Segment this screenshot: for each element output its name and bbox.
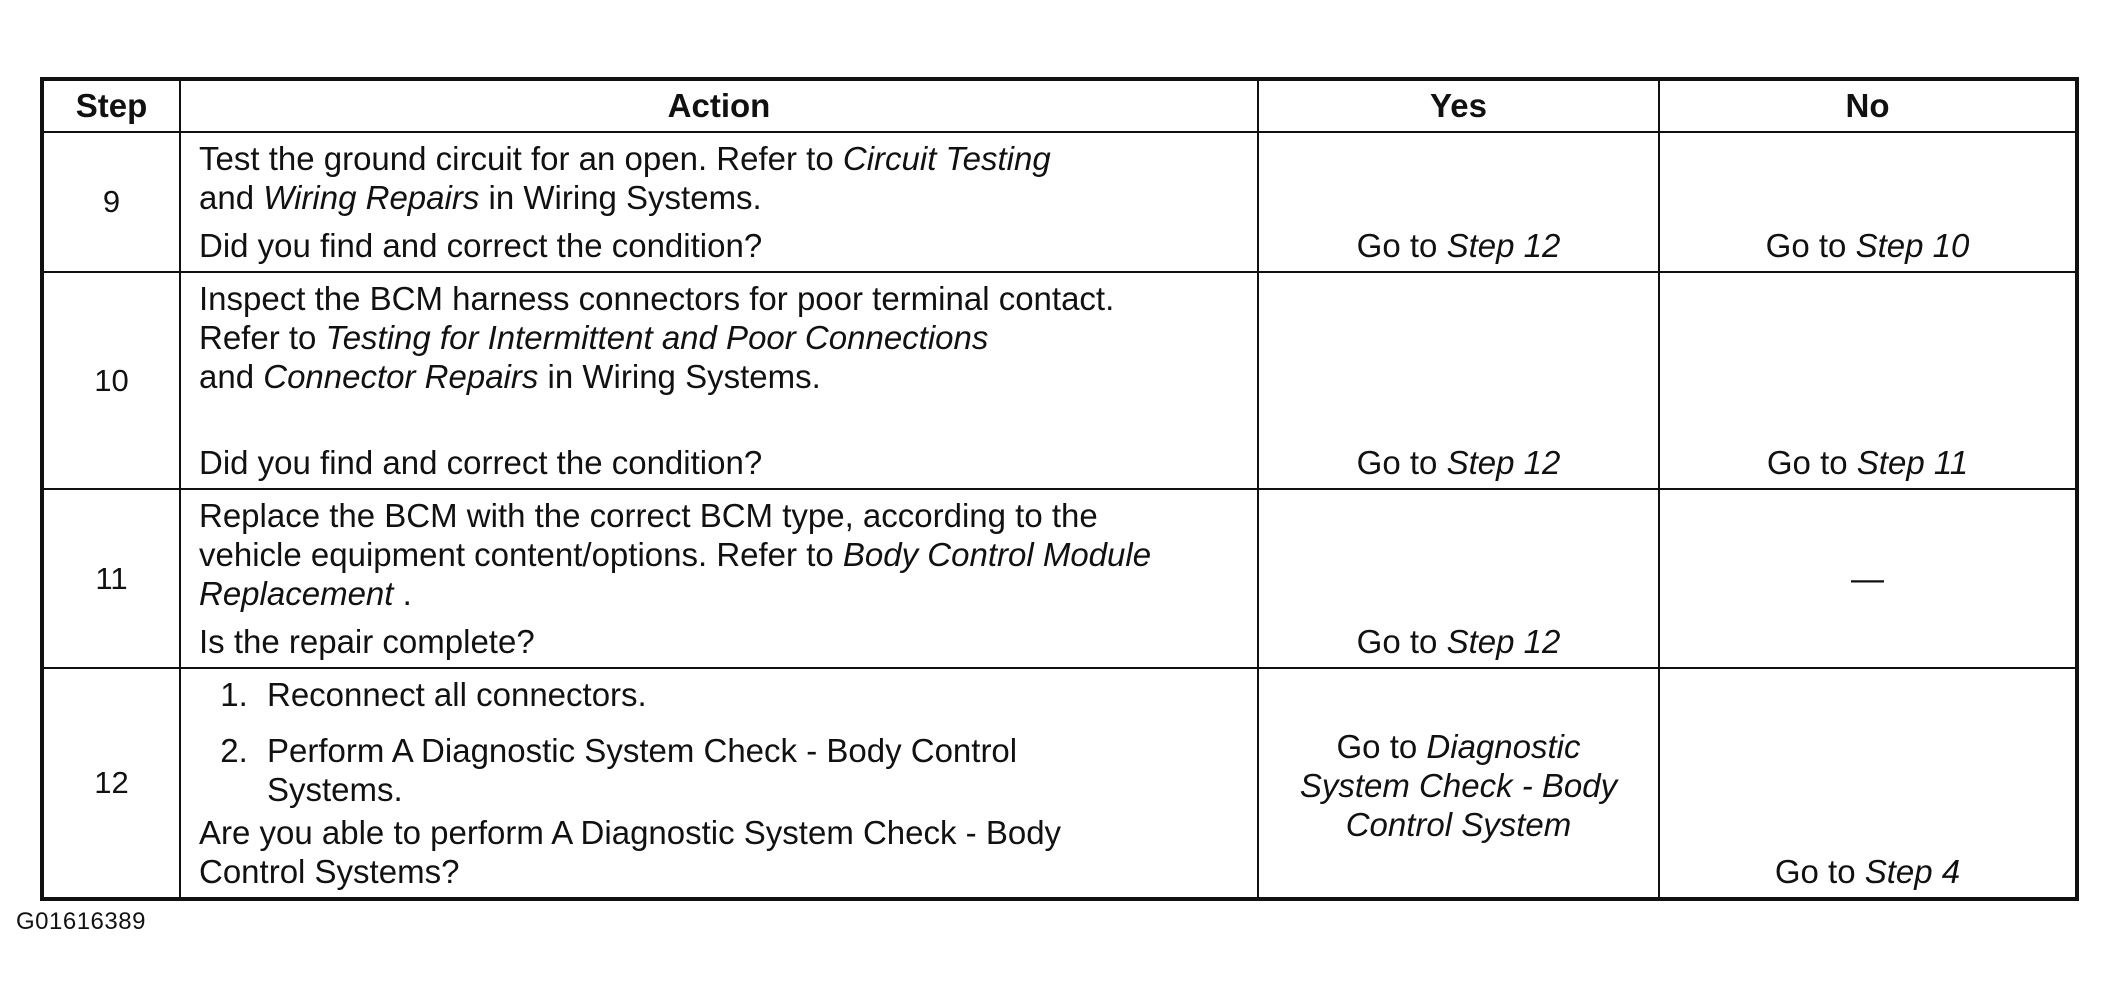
step-link[interactable]: Step 12 (1446, 227, 1561, 264)
action-cell (180, 132, 1258, 272)
step-link[interactable]: Step 12 (1446, 623, 1561, 660)
step-number: 9 (42, 132, 180, 272)
step-link[interactable]: Step 11 (1856, 444, 1969, 481)
list-item: 1. Reconnect all connectors. (257, 675, 1249, 714)
no-result: Go to Step 4 (1659, 668, 2077, 899)
step-number: 12 (42, 668, 180, 899)
yes-result: Go to Step 12 (1258, 489, 1659, 668)
reference-link[interactable]: Circuit Testing (842, 140, 1051, 177)
column-header-step: Step (42, 79, 180, 132)
reference-link[interactable]: Body Control Module (842, 536, 1152, 573)
action-question: Is the repair complete? (199, 623, 535, 660)
reference-link[interactable]: Wiring Repairs (263, 179, 480, 216)
action-text: Replacement . (199, 575, 412, 612)
table-row-step-10 (42, 272, 2077, 489)
list-item: 2. Perform A Diagnostic System Check - Body Control Systems. (257, 731, 1249, 809)
step-link[interactable]: Step 10 (1855, 227, 1970, 264)
column-header-action: Action (180, 79, 1258, 132)
action-question: Did you find and correct the condition? (199, 227, 763, 264)
step-link[interactable]: Step 12 (1446, 444, 1561, 481)
figure-id: G01616389 (16, 908, 146, 935)
step-link[interactable]: System Check - Body (1299, 767, 1618, 804)
no-result: Go to Step 10 (1659, 132, 2077, 272)
table-row-step-11 (42, 489, 2077, 668)
column-header-no: No (1659, 79, 2077, 132)
action-text: Inspect the BCM harness connectors for poor terminal contact. (199, 280, 1115, 317)
step-link[interactable]: Diagnostic (1426, 728, 1581, 765)
table-row-step-12 (42, 668, 2077, 899)
column-header-yes: Yes (1258, 79, 1659, 132)
yes-result: Go to Diagnostic System Check - Body Control System (1258, 668, 1659, 899)
action-cell (180, 668, 1258, 899)
diagnostic-table (40, 77, 2079, 901)
step-number: 11 (42, 489, 180, 668)
table-row-step-9 (42, 132, 2077, 272)
reference-link[interactable]: Replacement (199, 575, 394, 612)
yes-result: Go to Step 12 (1258, 272, 1659, 489)
action-text: vehicle equipment content/options. Refer to Body Control Module (199, 536, 1152, 573)
no-result-dash: — (1659, 489, 2077, 668)
reference-link[interactable]: Testing for Intermittent and Poor Connections (325, 319, 989, 356)
reference-link[interactable]: Connector Repairs (263, 358, 539, 395)
yes-result: Go to Step 12 (1258, 132, 1659, 272)
table-header-row (42, 79, 2077, 132)
no-result: Go to Step 11 (1659, 272, 2077, 489)
numbered-steps-list (199, 675, 1249, 809)
step-number: 10 (42, 272, 180, 489)
action-question: Did you find and correct the condition? (199, 444, 763, 481)
action-text: and Wiring Repairs in Wiring Systems. (199, 179, 762, 216)
action-question: Are you able to perform A Diagnostic System Check - Body Control Systems? (199, 814, 1062, 890)
action-text: Test the ground circuit for an open. Refer to Circuit Testing (199, 140, 1051, 177)
step-link[interactable]: Step 4 (1864, 853, 1961, 890)
action-text: Refer to Testing for Intermittent and Poor Connections (199, 319, 989, 356)
action-text: and Connector Repairs in Wiring Systems. (199, 358, 821, 395)
step-link[interactable]: Control System (1345, 806, 1572, 843)
action-cell (180, 489, 1258, 668)
action-cell (180, 272, 1258, 489)
action-text: Replace the BCM with the correct BCM type, according to the (199, 497, 1098, 534)
